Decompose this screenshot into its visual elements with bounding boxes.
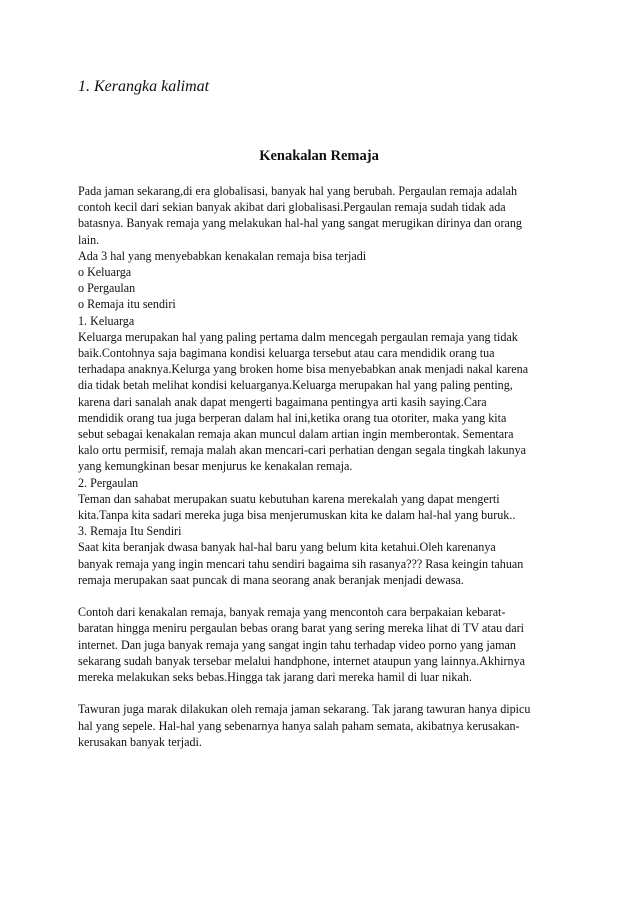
- text-line: o Pergaulan: [78, 281, 136, 296]
- paragraph: [78, 183, 568, 588]
- text-line: Pada jaman sekarang,di era globalisasi, banyak hal yang berubah. Pergaulan remaja adalah: [78, 184, 518, 198]
- text-line: Contoh dari kenakalan remaja, banyak remaja yang mencontoh cara berpakaian kebarat-: [78, 605, 506, 620]
- text-line: terhadapa anaknya.Kelurga yang broken home bisa menyebabkan anak menjadi nakal karena: [78, 362, 529, 377]
- text-line: batasnya. Banyak remaja yang melakukan hal-hal yang sangat merugikan dirinya dan orang: [78, 216, 522, 231]
- text-line: banyak remaja yang ingin mencari tahu sendiri bagaima sih rasanya??? Rasa keingin tahuan: [78, 556, 524, 571]
- text-line: lain.: [78, 232, 100, 247]
- text-line: dia tidak betah melihat kondisi keluarganya.Keluarga merupakan hal yang paling penting,: [78, 378, 513, 393]
- text-line: 3. Remaja Itu Sendiri: [78, 524, 182, 539]
- text-line: Keluarga merupakan hal yang paling pertama dalm mencegah pergaulan remaja yang tidak: [78, 329, 518, 344]
- paragraph-gap: [78, 685, 568, 701]
- text-line: 1. Keluarga: [78, 313, 135, 328]
- text-line: remaja merupakan saat puncak di mana seorang anak beranjak menjadi dewasa.: [78, 572, 464, 587]
- text-line: kerusakan banyak terjadi.: [78, 734, 202, 749]
- text-line: internet. Dan juga banyak remaja yang sangat ingin tahu terhadap video porno yang jaman: [78, 637, 516, 652]
- section-heading: 1. Kerangka kalimat: [78, 78, 210, 95]
- text-line: Teman dan sahabat merupakan suatu kebutuhan karena merekalah yang dapat mengerti: [78, 491, 500, 506]
- text-line: Saat kita beranjak dwasa banyak hal-hal baru yang belum kita ketahui.Oleh karenanya: [78, 540, 496, 555]
- text-line: sekarang sudah banyak tersebar melalui handphone, internet ataupun yang lainnya.Akhirnya: [78, 653, 525, 668]
- text-line: mereka melakukan seks bebas.Hingga tak jarang dari mereka hamil di luar nikah.: [78, 670, 472, 685]
- text-line: baik.Contohnya saja bagimana kondisi keluarga tersebut atau cara mendidik orang tua: [78, 346, 495, 361]
- text-line: contoh kecil dari sekian banyak akibat dari globalisasi.Pergaulan remaja sudah tidak ada: [78, 200, 506, 215]
- text-line: Tawuran juga marak dilakukan oleh remaja jaman sekarang. Tak jarang tawuran hanya dipicu: [78, 702, 531, 717]
- text-line: baratan hingga meniru pergaulan bebas orang barat yang sering mereka lihat di TV atau dari: [78, 621, 524, 636]
- text-line: mendidik orang tua juga berperan dalam hal ini,ketika orang tua otoriter, maka yang kita: [78, 410, 507, 425]
- body-text: [78, 183, 568, 750]
- text-line: Ada 3 hal yang menyebabkan kenakalan remaja bisa terjadi: [78, 248, 367, 263]
- text-line: yang kemungkinan besar menjurus ke kenakalan remaja.: [78, 459, 353, 474]
- text-line: 2. Pergaulan: [78, 475, 139, 490]
- text-line: kalo ortu permisif, remaja malah akan mencari-cari perhatian dengan segala tingkah lakunya: [78, 443, 526, 458]
- text-line: kita.Tanpa kita sadari mereka juga bisa menjerumuskan kita ke dalam hal-hal yang buruk..: [78, 508, 516, 523]
- paragraph: [78, 701, 568, 750]
- text-line: o Remaja itu sendiri: [78, 297, 176, 312]
- document-title: Kenakalan Remaja: [259, 148, 379, 164]
- text-line: hal yang sepele. Hal-hal yang sebenarnya hanya salah paham semata, akibatnya kerusakan-: [78, 718, 520, 733]
- text-line: karena dari sanalah anak dapat mengerti bagaimana pentingya arti kasih saying.Cara: [78, 394, 487, 409]
- paragraph: [78, 604, 568, 685]
- text-line: sebut sebagai kenakalan remaja akan muncul dalam artian ingin memberontak. Sementara: [78, 427, 514, 442]
- text-line: o Keluarga: [78, 265, 132, 280]
- paragraph-gap: [78, 588, 568, 604]
